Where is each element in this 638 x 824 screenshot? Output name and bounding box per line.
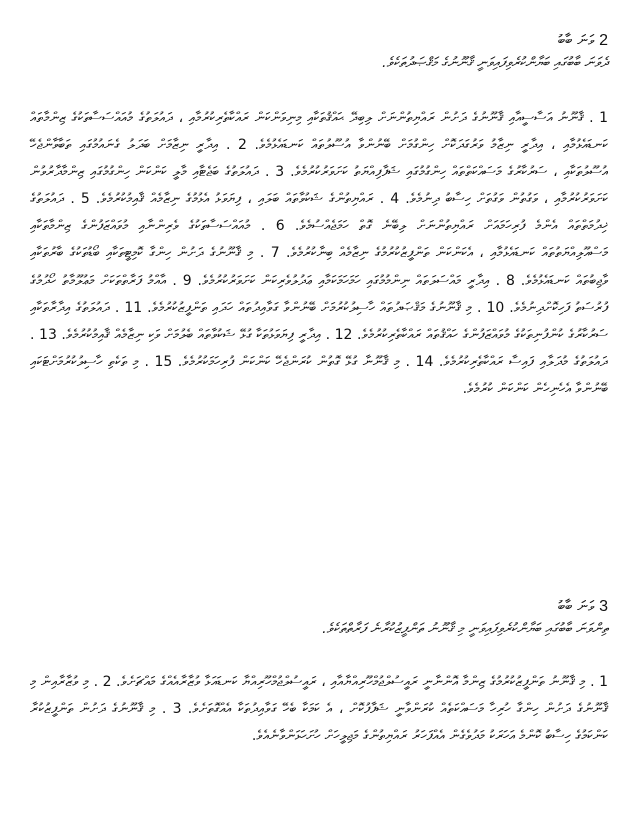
section-3-heading (30, 596, 608, 617)
section-2-subtitle: ދެވަނަ ބާބުގައި ބަޔާންކުރެވިފައިވަނީ ޤާނޫނުގެ މަޤްޞަދުތަކެވެ. (382, 55, 608, 71)
section-2 (30, 30, 608, 403)
section-3-number: 3 (599, 598, 608, 615)
section-3-subtitle: ތިންވަނަ ބާބުގައި ބަޔާންކުރެވިފައިވަނީ މި ޤާނޫނު ތަންފީޒުކުރާނެ ފަރާތްތަކެވެ. (322, 621, 608, 637)
section-3 (30, 596, 608, 750)
section-3-title: ވަނަ ބާބު (557, 597, 595, 615)
section-2-heading (30, 30, 608, 51)
section-2-title: ވަނަ ބާބު (557, 31, 595, 49)
section-3-paragraph: 1 . މި ޤާނޫނު ތަންފީޒުކުރުމުގެ ޒިންމާ އޮންނާނީ ރައީސުލްޖުމްހޫރިއްޔާއާއި ، ރައީސުލްޖުމްހޫރިއްޔާ ކަނޑައަޅާ ވުޒާރާއެއްގެ މައްޗަށެވެ. 2 . މި ވުޒާރާއިން މި ޤާނޫނުގެ ދަށުން ހިންގާ ހުރިހާ މަސައްކަތެއް ކުރަންވާނީ ޝަފާފުކޮށް ، އެ ކަމަކާ ބެހޭ ގަވާއިދުތަކާ އެއްގޮތަށެވެ. 3 . މި ޤާނޫނުގެ ދަށުން ތަންފީޒުކުރާ ކަންކަމުގެ ހިސާބު ކޮންމެ އަހަރަކު މަދުވެގެން އެއްފަހަރު ރައްޔިތުންގެ މަޖިލީހަށް ހުށަހަޅަންވާނެއެވެ. (30, 674, 609, 745)
section-2-number: 2 (599, 32, 608, 49)
section-2-paragraph: 1 . ޤާނޫނު އަސާސީއާއި ޤާނޫނުގެ ދަށުން ރައްޔިތުންނަށް ލިބިދޭ ޙައްޤުތަކާއި މިނިވަންކަން ރައްކާތެރިކުރުމާއި ، ދައުލަތުގެ މުއައްސަސާތަކުގެ ޒިންމާތައް ކަނޑައެޅުމާއި ، އިދާރީ ނިޒާމު ވަރުގަދަކޮށް ހިންގުމަށް ބޭނުންވާ އުސޫލުތައް ކަނޑައެޅުމެވެ. 2 . އިދާރީ ނިޒާމަށް ބަދަލު ގެނައުމުގައި ތަބާވާންޖެހޭ އުސޫލުތަކާއި ، ސަރުކާރުގެ މަސައްކަތްތައް ހިންގުމުގައި ޝަފާފިއްޔަތު ކަށަވަރުކުރުމެވެ. 3 . ދައުލަތުގެ ބަޖެޓާއި މާލީ ކަންކަން ހިންގުމުގައި ޒިންމާދާރުވުން ކަށަވަރުކުރުމާއި ، ވަގުތުން ވަގުތަށް ހިސާބު ދިނުމެވެ. 4 . ރައްޔިތުންގެ ޝަކުވާތައް ބަލައި ، ފިޔަވަޅު އެޅުމުގެ ނިޒާމެއް ޤާއިމުކުރުމެވެ. 5 . ދައުލަތުގެ ޚިދުމަތްތައް އެންމެ ފުރިހަމައަށް ރައްޔިތުންނަށް ލިބޭނެ ގޮތް ހަމަޖެއްސުމެވެ. 6 . މުއައްސަސާތަކުގެ ވެރިންނާއި މުވައްޒަފުންގެ ޒިންމާތަކާއި މަސްއޫލިއްޔަތުތައް ކަނޑައެޅުމާއި ، އެކަންކަން ތަންފީޒުކުރުމުގެ ނިޒާމެއް ބިނާކުރުމެވެ. 7 . މި ޤާނޫނުގެ ދަށުން ހިންގާ ކޮމިޓީތަކާއި ބޯޑުތަކުގެ ބާރުތަކާއި ވާޖިބުތައް ކަނޑައެޅުމެވެ. 8 . އިދާރީ މައްސަލަތައް ނިންމުމުގައި ހަމަހަމަކަމާއި ޢަދުލުވެރިކަން ކަށަވަރުކުރުމެވެ. 9 . އާއްމު ފަރާތްތަކަށް މަޢުލޫމާތު ހޯދުމުގެ ފުރުސަތު ފަހިކޮށްދިނުމެވެ. 10 . މި ޤާނޫނުގެ މަޤްޞަދުތައް ހާސިލުކުރުމަށް ބޭނުންވާ ގަވާއިދުތައް ހަދައި ތަންފީޒުކުރުމެވެ. 11 . ދައުލަތުގެ އިދާރާތަކާއި ސަރުކާރުގެ ކުންފުނިތަކުގެ މުވައްޒަފުންގެ ހައްޤުތައް ރައްކާތެރިކުރުމެވެ. 12 . އިދާރީ ފިޔަވަޅުތަކާ ގުޅޭ ޝަކުވާތައް ބެލުމަށް ވަކި ނިޒާމެއް ޤާއިމުކުރުމެވެ. 13 . ދައުލަތުގެ މުދަލާއި ފައިސާ ރައްކާތެރިކުރުމެވެ. 14 . މި ޤާނޫނާ ގުޅޭ ގޮތުން ކުރަންޖެހޭ ކަންކަން ފުރިހަމަކުރުމެވެ. 15 . މި ތަކެތި ހާސިލުކުރުމަށްޓަކައި ބޭނުންވާ އެހެނިހެން ކަންކަން ކުރުމެވެ. (30, 110, 609, 397)
